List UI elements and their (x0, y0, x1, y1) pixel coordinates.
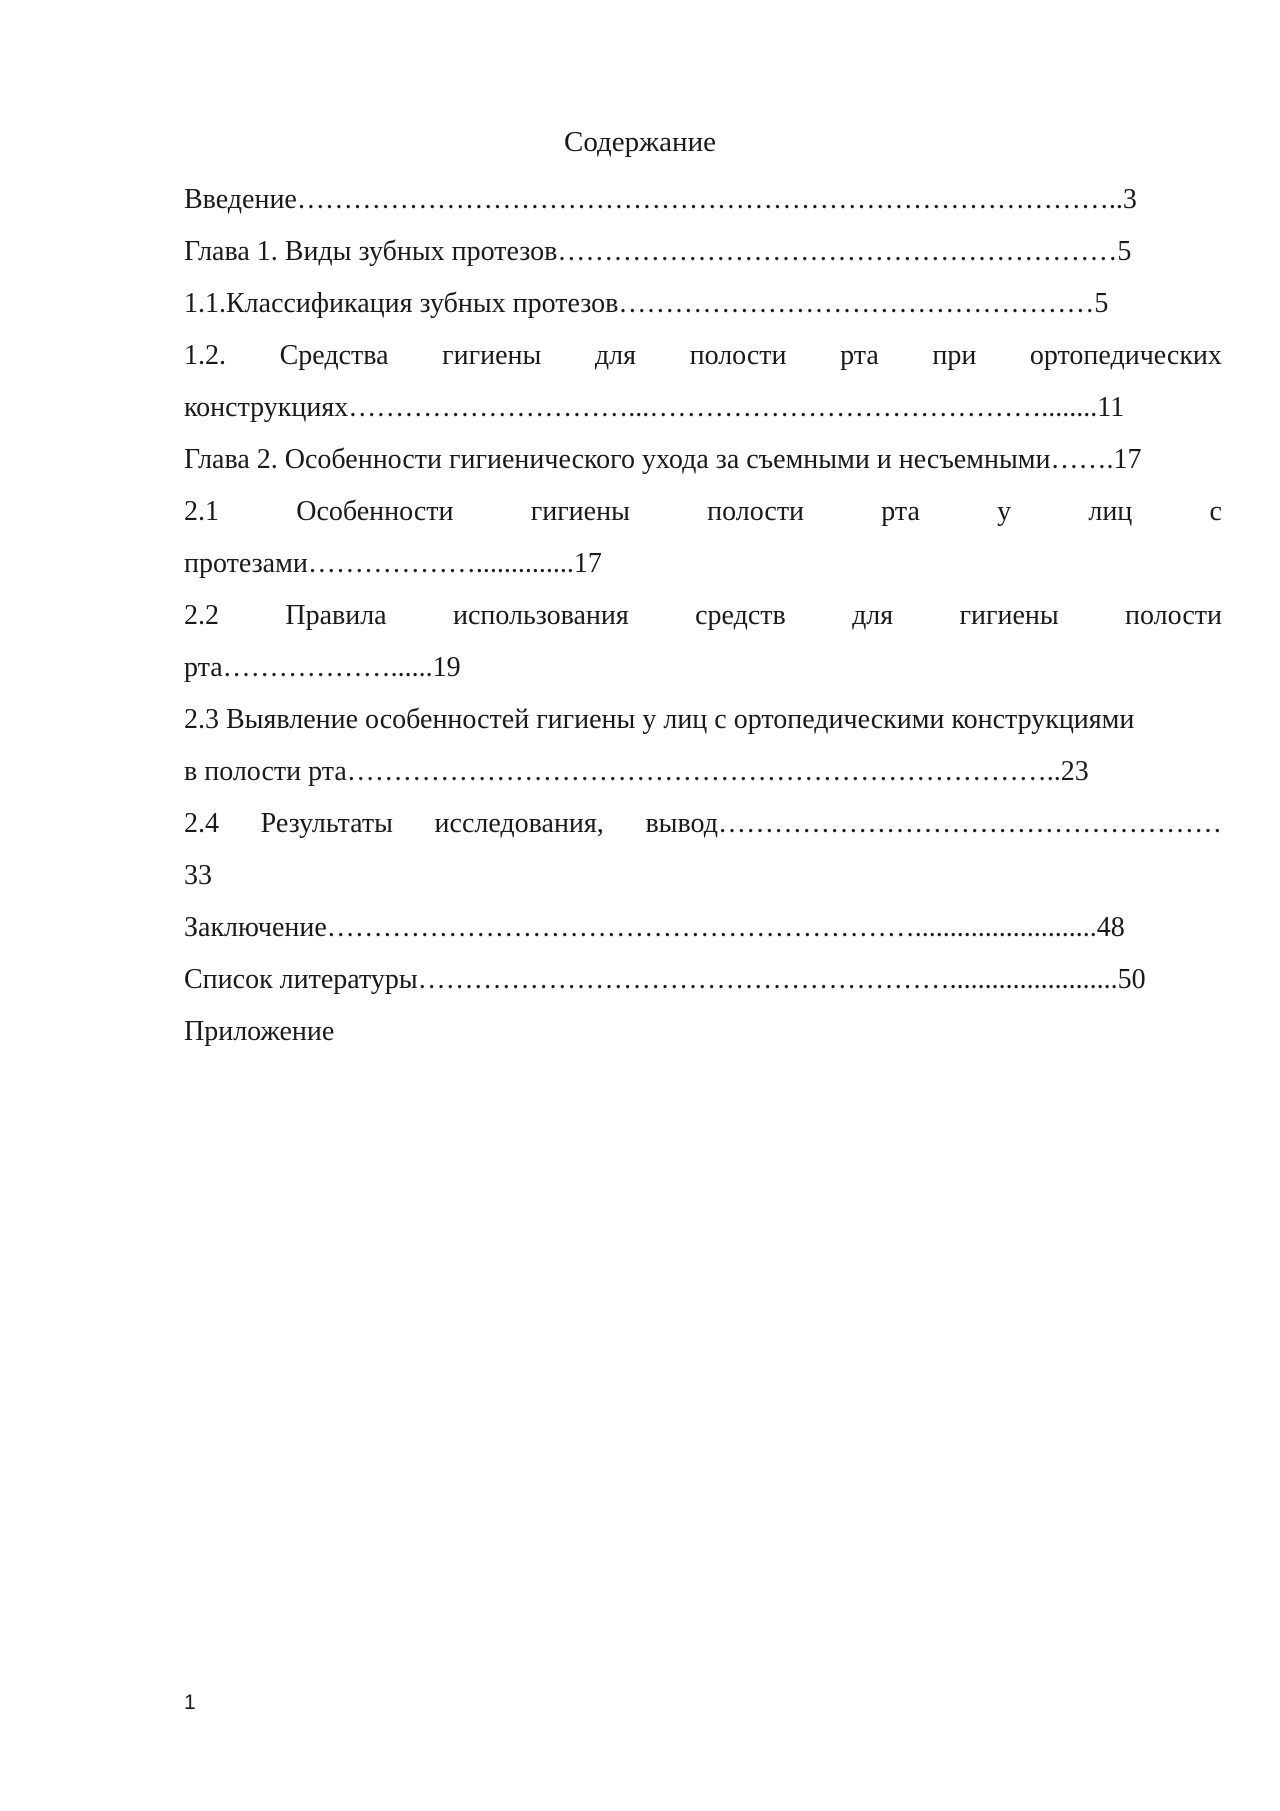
toc-word: рта (840, 340, 879, 371)
toc-entry-section-2-3: 2.3 Выявление особенностей гигиены у лиц с ортопедическими конструкциями (184, 704, 1135, 735)
toc-entry-chapter-1: Глава 1. Виды зубных протезов……………………………………………………5 (184, 236, 1132, 267)
toc-entry-section-1-2-cont: конструкциях…………………………...……………………………………........11 (184, 392, 1125, 423)
toc-entry-section-2-2-cont: рта………………......19 (184, 652, 461, 683)
toc-word: Средства (279, 340, 389, 371)
toc-word: Результаты (260, 808, 393, 839)
toc-word: ортопедических (1029, 340, 1222, 371)
toc-entry-introduction: Введение……………………………………………………………………………..3 (184, 184, 1137, 215)
toc-entry-references: Список литературы…………………………………………………........................50 (184, 964, 1146, 995)
toc-word: гигиены (442, 340, 542, 371)
page-number: 1 (184, 1691, 196, 1714)
toc-word: гигиены (530, 496, 630, 527)
toc-word: 2.2 (184, 600, 219, 631)
toc-word: 1.2. (184, 340, 226, 371)
toc-word: исследования, (434, 808, 604, 839)
toc-entry-section-1-1: 1.1.Классификация зубных протезов……………………………………………5 (184, 288, 1109, 319)
toc-word: 2.1 (184, 496, 219, 527)
toc-word: полости (689, 340, 787, 371)
table-of-contents (184, 174, 1222, 1058)
toc-entry-appendix: Приложение (184, 1016, 335, 1047)
toc-entry-section-2-1-cont: протезами………………..............17 (184, 548, 602, 579)
toc-entry-chapter-2: Глава 2. Особенности гигиенического ухода за съемными и несъемными…….17 (184, 444, 1142, 475)
toc-word: лиц (1088, 496, 1133, 527)
toc-entry-section-2-1 (184, 486, 1222, 538)
toc-word: рта (881, 496, 920, 527)
toc-word: при (932, 340, 977, 371)
toc-word: для (852, 600, 894, 631)
toc-word: полости (707, 496, 805, 527)
toc-entry-section-2-2 (184, 590, 1222, 642)
toc-word: 2.4 (184, 808, 219, 839)
toc-word: использования (452, 600, 629, 631)
toc-word: средств (695, 600, 786, 631)
toc-entry-section-2-4 (184, 798, 1222, 850)
page-title: Содержание (564, 126, 716, 158)
toc-entry-conclusion: Заключение………………………………………………………..........................48 (184, 912, 1125, 943)
toc-word: с (1209, 496, 1222, 527)
toc-word: для (594, 340, 636, 371)
toc-entry-section-2-4-cont: 33 (184, 860, 212, 891)
toc-entry-section-1-2 (184, 330, 1222, 382)
toc-word: у (997, 496, 1012, 527)
toc-word: Особенности (296, 496, 454, 527)
toc-word: Правила (285, 600, 387, 631)
toc-word: полости (1125, 600, 1222, 631)
toc-entry-section-2-3-cont: в полости рта…………………………………………………………………..23 (184, 756, 1089, 787)
toc-word: вывод……………………………………………… (645, 808, 1222, 839)
toc-word: гигиены (959, 600, 1059, 631)
